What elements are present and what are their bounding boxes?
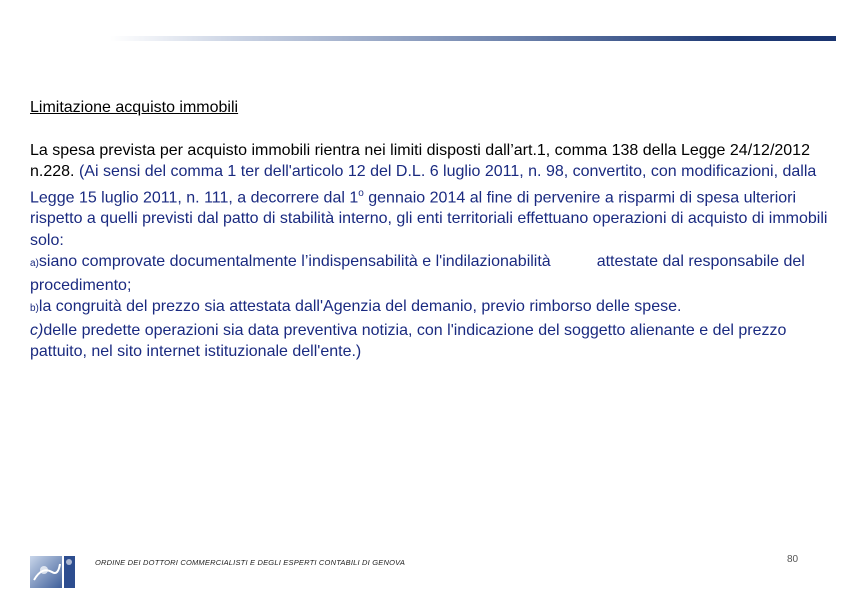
item-b-marker: b): [30, 303, 39, 315]
item-a-text-2: attestate dal responsabile del procedimento;: [30, 253, 805, 294]
item-c-text: delle predette operazioni sia data preventiva notizia, con l'indicazione del soggetto alienante e del prezzo pattuito, nel sito internet istituzionale dell'ente.): [30, 321, 787, 361]
slide-title: Limitazione acquisto immobili: [30, 99, 239, 116]
item-c-marker: c): [30, 321, 44, 339]
order-logo-icon: [30, 556, 75, 588]
item-a-text: siano comprovate documentalmente l’indispensabilità e l'indilazionabilità: [38, 253, 551, 271]
intro-text-3: gennaio 2014 al fine di pervenire a risparmi di spesa ulteriori rispetto a quelli previsti dal patto di stabilità interno, gli enti territoriali effettuano operazioni di acquisto di immobili solo:: [30, 188, 828, 249]
list-item-b: [30, 296, 830, 320]
item-b-text: la congruità del prezzo sia attestata dall'Agenzia del demanio, previo rimborso delle spese.: [38, 298, 682, 316]
intro-text-2: (Ai sensi del comma 1 ter dell'articolo 12 del D.L. 6 luglio 2011, n. 98, convertito, con modificazioni, dalla Legge 15 luglio 2011, n. 111, a decorrere dal 1: [30, 163, 817, 206]
slide-content: [30, 97, 830, 363]
intro-text-1: La spesa prevista per acquisto immobili rientra nei limiti disposti dall’art.1, comma 138 della Legge 24/12/2012 n.228.: [30, 141, 810, 180]
list-item-a: [30, 251, 830, 296]
item-a-marker: a): [30, 258, 39, 270]
page-number: 80: [787, 554, 799, 565]
header-rule: [110, 36, 836, 41]
intro-paragraph: [30, 140, 830, 252]
list-item-c: [30, 320, 830, 363]
intro-superscript: o: [358, 187, 364, 199]
order-logo-graphic: [30, 556, 75, 588]
footer-organization: ORDINE DEI DOTTORI COMMERCIALISTI E DEGLI ESPERTI CONTABILI DI GENOVA: [95, 558, 406, 567]
